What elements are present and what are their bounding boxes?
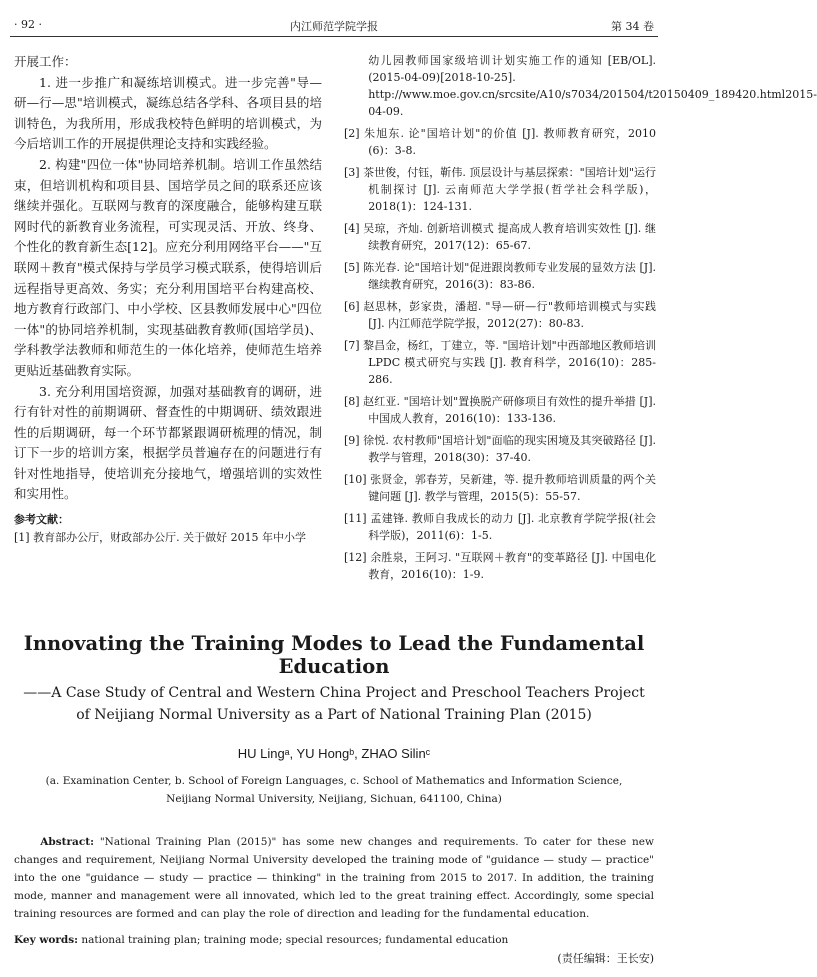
authors: HU Lingᵃ, YU Hongᵇ, ZHAO Silinᶜ bbox=[237, 746, 431, 761]
right-column bbox=[344, 52, 817, 588]
paragraph-1: 1. 进一步推广和凝练培训模式。进一步完善"导—研—行—思"培训模式，凝练总结各学科、各项目县的培训特色，为我所用，形成我校特色鲜明的培训模式，为今后培训工作的开展提供理论支持和实践经验。 bbox=[14, 74, 322, 152]
reference-10: [10] 张贤金，郭春芳，吴新建，等. 提升教师培训质量的两个关键问题 [J]. 教学与管理，2015(5)：55-57. bbox=[344, 473, 656, 503]
header-rule bbox=[10, 36, 658, 37]
reference-9: [9] 徐悦. 农村教师"国培计划"面临的现实困境及其突破路径 [J]. 教学与管理，2018(30)：37-40. bbox=[344, 434, 656, 464]
left-column bbox=[14, 52, 322, 546]
reference-7: [7] 黎昌金，杨红，丁建立，等. "国培计划"中西部地区教师培训 LPDC 模式研究与实践 [J]. 教育科学，2016(10)：285-286. bbox=[344, 339, 656, 386]
reference-3: [3] 茶世俊，付钰，靳伟. 顶层设计与基层探索："国培计划"运行机制探讨 [J]. 云南师范大学学报(哲学社会科学版)，2018(1)：124-131. bbox=[344, 166, 656, 213]
affiliation-line-1: (a. Examination Center, b. School of Foreign Languages, c. School of Mathematics and Information Science, bbox=[45, 775, 623, 787]
paragraph-3: 3. 充分利用国培资源，加强对基础教育的调研，进行有针对性的前期调研、督查性的中期调研、绩效跟进性的后期调研，每一个环节都紧跟调研梳理的情况，制订下一步的培训方案，根据学员普遍存在的问题进行有针对性地指导，使培训充分接地气，增强培训的实效性和实用性。 bbox=[14, 383, 322, 502]
affiliation-line-2: Neijiang Normal University, Neijiang, Sichuan, 641100, China) bbox=[166, 793, 502, 805]
affiliation bbox=[0, 772, 668, 808]
references-heading: 参考文献： bbox=[14, 513, 69, 527]
keywords-label: Key words: bbox=[14, 934, 79, 946]
abstract-text: "National Training Plan (2015)" has some new changes and requirements. To cater for these new changes and requirement, Neijiang Normal University developed the training mode of "guidance — study — practice" into the one "guidance — study — practice — thinking" in the training from 2015 to 2017. In addition, the training mode, manner and management were all innovated, which led to the great training effect. Accordingly, some special training resources are formed and can play the role of direction and leading for the fundamental education. bbox=[14, 836, 654, 920]
reference-2: [2] 朱旭东. 论"国培计划"的价值 [J]. 教师教育研究，2010 (6)：3-8. bbox=[344, 127, 656, 157]
keywords bbox=[14, 931, 654, 949]
reference-8: [8] 赵红亚. "国培计划"置换脱产研修项目有效性的提升举措 [J]. 中国成人教育，2016(10)：133-136. bbox=[344, 395, 656, 425]
paragraph-intro: 开展工作： bbox=[14, 54, 77, 69]
reference-11: [11] 孟建锋. 教师自我成长的动力 [J]. 北京教育学院学报(社会科学版)，2011(6)：1-5. bbox=[344, 512, 656, 542]
reference-12: [12] 余胜泉，王阿习. "互联网＋教育"的变革路径 [J]. 中国电化教育，2016(10)：1-9. bbox=[344, 551, 656, 581]
abstract-label: Abstract: bbox=[40, 836, 94, 848]
abstract bbox=[14, 833, 654, 923]
subtitle-line-1: ——A Case Study of Central and Western China Project and Preschool Teachers Project bbox=[23, 685, 645, 701]
volume-number: 第 34 卷 bbox=[611, 20, 654, 33]
reference-1: [1] 教育部办公厅，财政部办公厅. 关于做好 2015 年中小学 bbox=[14, 531, 307, 545]
keywords-text: national training plan; training mode; special resources; fundamental education bbox=[81, 934, 509, 946]
subtitle-line-2: of Neijiang Normal University as a Part of National Training Plan (2015) bbox=[76, 707, 592, 723]
english-title: Innovating the Training Modes to Lead the Fundamental Education bbox=[23, 632, 645, 678]
page-header bbox=[0, 0, 668, 34]
page-number: · 92 · bbox=[14, 18, 42, 31]
paragraph-2: 2. 构建"四位一体"协同培养机制。培训工作虽然结束，但培训机构和项目县、国培学员之间的联系还应该继续并强化。互联网与教育的深度融合，能够构建互联网时代的新教育业务流程，可实现灵活、开放、终身、个性化的教育新生态[12]。应充分利用网络平台——"互联网＋教育"模式保持与学员学习模式联系，使得培训后远程指导更高效、务实；充分利用国培平台构建高校、地方教育行政部门、中小学校、区县教师发展中心"四位一体"的协同培养机制，实现基础教育教师(国培学员)、学科教学法教师和师范生的一体化培养，使师范生培养更贴近基础教育实际。 bbox=[14, 156, 322, 378]
responsible-editor: (责任编辑：王长安) bbox=[557, 952, 654, 965]
reference-4: [4] 吴琼，齐灿. 创新培训模式 提高成人教育培训实效性 [J]. 继续教育研究，2017(12)：65-67. bbox=[344, 222, 656, 252]
reference-6: [6] 赵思林，彭家贵，潘超. "导—研—行"教师培训模式与实践 [J]. 内江师范学院学报，2012(27)：80-83. bbox=[344, 300, 656, 330]
reference-1-continued: 幼儿园教师国家级培训计划实施工作的通知 [EB/OL]. (2015-04-09)[2018-10-25]. http://www.moe.gov.cn/srcsite/A10/s7034/201504/t20150409_189420.html2015-04-09. bbox=[368, 54, 817, 118]
english-subtitle bbox=[0, 682, 668, 726]
journal-name: 内江师范学院学报 bbox=[290, 20, 378, 33]
reference-5: [5] 陈光春. 论"国培计划"促进跟岗教师专业发展的显效方法 [J]. 继续教育研究，2016(3)：83-86. bbox=[344, 261, 656, 291]
